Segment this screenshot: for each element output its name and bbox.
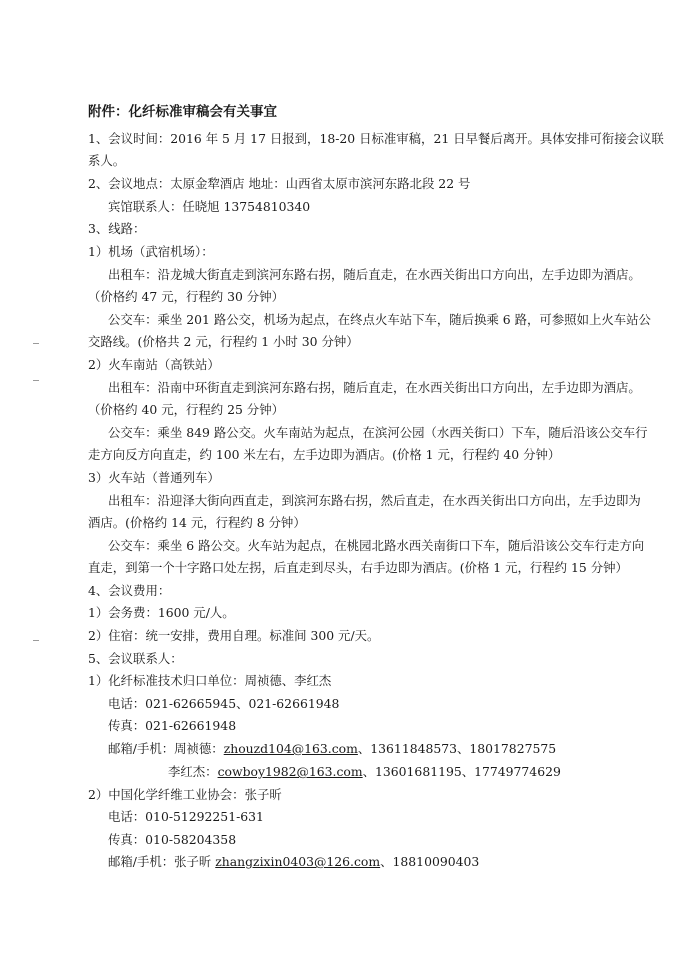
section-meeting-time: 1、会议时间：2016 年 5 月 17 日报到，18-20 日标准审稿，21 日早餐后离开。具体安排可衔接会议联: [88, 131, 664, 146]
contact-org-2-email-row: [108, 853, 479, 870]
contact-org-1-phone: 电话：021-62665945、021-62661948: [108, 696, 340, 711]
route-south-station-taxi-cont: （价格约 40 元，行程约 25 分钟）: [88, 402, 284, 417]
scan-mark: [33, 343, 39, 344]
route-south-station-bus-cont: 走方向反方向直走，约 100 米左右，左手边即为酒店。(价格 1 元，行程约 40 分钟）: [88, 447, 561, 462]
section-meeting-location: 2、会议地点：太原金犂酒店 地址：山西省太原市滨河东路北段 22 号: [88, 176, 471, 191]
route-south-station-heading: 2）火车南站（高铁站）: [88, 357, 220, 372]
contact-label: 李红杰：: [168, 764, 218, 779]
phone-numbers: 、13611848573、18017827575: [357, 741, 557, 756]
contact-org-1: 1）化纤标准技术归口单位：周祯德、李红杰: [88, 673, 332, 688]
contact-org-2: 2）中国化学纤维工业协会：张子昕: [88, 787, 282, 802]
section-routes: 3、线路：: [88, 221, 146, 236]
contact-label: 邮箱/手机：周祯德：: [108, 741, 224, 756]
route-station-bus-cont: 直走，到第一个十字路口处左拐，后直走到尽头，右手边即为酒店。(价格 1 元，行程约 15 分钟）: [88, 560, 628, 575]
fee-registration: 1）会务费：1600 元/人。: [88, 605, 235, 620]
contact-org-1-fax: 传真：021-62661948: [108, 718, 237, 733]
contact-org-2-phone: 电话：010-51292251-631: [108, 809, 264, 824]
contact-label: 邮箱/手机：张子昕: [108, 854, 216, 869]
email-link[interactable]: zhangzixin0403@126.com: [215, 854, 381, 869]
route-airport-bus: 公交车：乘坐 201 路公交，机场为起点，在终点火车站下车，随后换乘 6 路，可参照如上火车站公: [108, 312, 651, 327]
section-meeting-time-cont: 系人。: [88, 153, 126, 168]
phone-numbers: 、13601681195、17749774629: [362, 764, 561, 779]
route-station-taxi: 出租车：沿迎泽大街向西直走，到滨河东路右拐，然后直走，在水西关街出口方向出，左手边即为: [108, 493, 641, 508]
route-station-taxi-cont: 酒店。(价格约 14 元，行程约 8 分钟）: [88, 515, 306, 530]
hotel-contact: 宾馆联系人：任晓旭 13754810340: [108, 199, 311, 214]
route-airport-heading: 1）机场（武宿机场）：: [88, 244, 214, 259]
phone-numbers: 、18810090403: [380, 854, 480, 869]
section-contacts: 5、会议联系人：: [88, 651, 183, 666]
contact-org-1-email-row-1: [108, 740, 556, 757]
route-airport-bus-cont: 交路线。(价格共 2 元，行程约 1 小时 30 分钟）: [88, 334, 359, 349]
page-title: 附件：化纤标准审稿会有关事宜: [88, 104, 277, 120]
email-link[interactable]: cowboy1982@163.com: [217, 764, 363, 779]
route-airport-taxi: 出租车：沿龙城大街直走到滨河东路右拐，随后直走，在水西关街出口方向出，左手边即为酒店。: [108, 267, 641, 282]
route-south-station-bus: 公交车：乘坐 849 路公交。火车南站为起点，在滨河公园（水西关街口）下车，随后沿该公交车行: [108, 425, 648, 440]
contact-org-2-fax: 传真：010-58204358: [108, 832, 237, 847]
route-airport-taxi-cont: （价格约 47 元，行程约 30 分钟）: [88, 289, 284, 304]
email-link[interactable]: zhouzd104@163.com: [223, 741, 358, 756]
route-station-bus: 公交车：乘坐 6 路公交。火车站为起点，在桃园北路水西关南街口下车，随后沿该公交车行走方向: [108, 538, 645, 553]
fee-accommodation: 2）住宿：统一安排，费用自理。标准间 300 元/天。: [88, 628, 380, 643]
route-south-station-taxi: 出租车：沿南中环街直走到滨河东路右拐，随后直走，在水西关街出口方向出，左手边即为酒店。: [108, 380, 641, 395]
scan-mark: [33, 380, 39, 381]
section-fees: 4、会议费用：: [88, 583, 171, 598]
contact-org-1-email-row-2: [168, 763, 561, 780]
route-station-heading: 3）火车站（普通列车）: [88, 470, 220, 485]
scan-mark: [33, 640, 39, 641]
